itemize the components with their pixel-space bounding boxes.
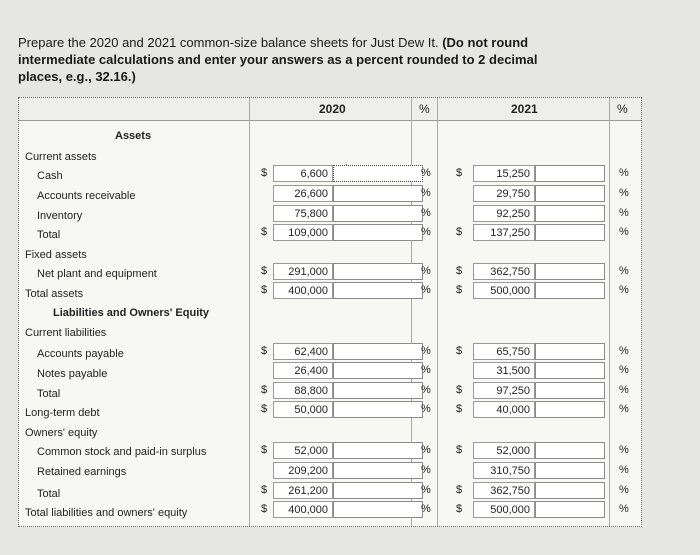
- value-2021-total-owners-equity: 362,750: [473, 482, 535, 499]
- pct-2021-net-plant-input[interactable]: [535, 263, 605, 280]
- pct-2021-retained-earnings-input[interactable]: [535, 462, 605, 479]
- percent-sign: %: [619, 464, 629, 476]
- value-2020-net-plant: 291,000: [273, 263, 333, 280]
- value-2020-notes-payable: 26,400: [273, 362, 333, 379]
- dollar-sign: $: [261, 503, 268, 515]
- dollar-sign: $: [456, 503, 463, 515]
- percent-sign: %: [619, 207, 629, 219]
- col-divider: [609, 98, 610, 526]
- total-current-assets-label: Total: [37, 229, 61, 241]
- pct-2021-accounts-receivable-input[interactable]: [535, 185, 605, 202]
- dollar-sign: $: [261, 444, 268, 456]
- assets-heading: Assets: [115, 130, 152, 142]
- value-2020-total-owners-equity: 261,200: [273, 482, 333, 499]
- value-2020-retained-earnings: 209,200: [273, 462, 333, 479]
- owners-equity-label: Owners' equity: [25, 427, 98, 439]
- pct-2020-accounts-receivable-input[interactable]: [333, 185, 423, 202]
- dollar-sign: $: [456, 265, 463, 277]
- value-2020-long-term-debt: 50,000: [273, 401, 333, 418]
- dollar-sign: $: [456, 345, 463, 357]
- col-divider: [437, 98, 438, 526]
- percent-sign: %: [619, 265, 629, 277]
- cash-label: Cash: [37, 170, 63, 182]
- value-2021-common-stock: 52,000: [473, 442, 535, 459]
- pct-2020-total-owners-equity-input[interactable]: [333, 482, 423, 499]
- pct-2020-notes-payable-input[interactable]: [333, 362, 423, 379]
- pct-2021-total-assets-input[interactable]: [535, 282, 605, 299]
- percent-sign: %: [421, 226, 431, 238]
- percent-sign: %: [421, 384, 431, 396]
- year-2021-header: 2021: [511, 102, 538, 116]
- pct-2021-accounts-payable-input[interactable]: [535, 343, 605, 360]
- dollar-sign: $: [456, 444, 463, 456]
- pct-2020-total-current-liabilities-input[interactable]: [333, 382, 423, 399]
- percent-sign: %: [619, 403, 629, 415]
- percent-sign: %: [619, 503, 629, 515]
- percent-sign: %: [619, 187, 629, 199]
- accounts-payable-label: Accounts payable: [37, 348, 124, 360]
- pct-2021-notes-payable-input[interactable]: [535, 362, 605, 379]
- dollar-sign: $: [456, 484, 463, 496]
- value-2021-total-current-liabilities: 97,250: [473, 382, 535, 399]
- pct-2020-total-current-assets-input[interactable]: [333, 224, 423, 241]
- percent-sign: %: [421, 265, 431, 277]
- long-term-debt-label: Long-term debt: [25, 407, 100, 419]
- pct-2021-total-owners-equity-input[interactable]: [535, 482, 605, 499]
- dollar-sign: $: [456, 284, 463, 296]
- notes-payable-label: Notes payable: [37, 368, 108, 380]
- value-2021-long-term-debt: 40,000: [473, 401, 535, 418]
- col-divider: [249, 98, 250, 526]
- pct-2020-inventory-input[interactable]: [333, 205, 423, 222]
- percent-sign: %: [421, 167, 431, 179]
- year-2020-header: 2020: [319, 102, 346, 116]
- pct-2020-accounts-payable-input[interactable]: [333, 343, 423, 360]
- value-2020-accounts-receivable: 26,600: [273, 185, 333, 202]
- total-current-liabilities-label: Total: [37, 388, 61, 400]
- balance-sheet-table: [18, 97, 642, 527]
- pct-2021-total-current-liabilities-input[interactable]: [535, 382, 605, 399]
- dollar-sign: $: [261, 403, 268, 415]
- dollar-sign: $: [456, 226, 463, 238]
- value-2021-total-liabilities-equity: 500,000: [473, 501, 535, 518]
- prompt-text: Prepare the 2020 and 2021 common-size balance sheets for Just Dew It.: [18, 35, 443, 50]
- percent-sign: %: [619, 444, 629, 456]
- total-liabilities-equity-label: Total liabilities and owners' equity: [25, 507, 188, 519]
- pct-2021-total-current-assets-input[interactable]: [535, 224, 605, 241]
- inventory-label: Inventory: [37, 210, 83, 222]
- percent-sign: %: [619, 284, 629, 296]
- pct-2020-header: %: [419, 102, 430, 116]
- percent-sign: %: [421, 484, 431, 496]
- percent-sign: %: [619, 345, 629, 357]
- percent-sign: %: [421, 444, 431, 456]
- value-2021-total-current-assets: 137,250: [473, 224, 535, 241]
- pct-2020-net-plant-input[interactable]: [333, 263, 423, 280]
- percent-sign: %: [619, 167, 629, 179]
- percent-sign: %: [421, 464, 431, 476]
- percent-sign: %: [421, 187, 431, 199]
- percent-sign: %: [421, 345, 431, 357]
- value-2021-total-assets: 500,000: [473, 282, 535, 299]
- dollar-sign: $: [261, 167, 268, 179]
- dollar-sign: $: [261, 484, 268, 496]
- pct-2020-total-assets-input[interactable]: [333, 282, 423, 299]
- percent-sign: %: [619, 484, 629, 496]
- pct-2021-long-term-debt-input[interactable]: [535, 401, 605, 418]
- value-2021-inventory: 92,250: [473, 205, 535, 222]
- dollar-sign: $: [261, 345, 268, 357]
- accounts-receivable-label: Accounts receivable: [37, 190, 136, 202]
- value-2021-retained-earnings: 310,750: [473, 462, 535, 479]
- value-2020-total-current-assets: 109,000: [273, 224, 333, 241]
- value-2020-accounts-payable: 62,400: [273, 343, 333, 360]
- net-plant-label: Net plant and equipment: [37, 268, 157, 280]
- dollar-sign: $: [456, 167, 463, 179]
- pct-2020-common-stock-input[interactable]: [333, 442, 423, 459]
- liabilities-equity-heading: Liabilities and Owners' Equity: [53, 307, 210, 319]
- fixed-assets-label: Fixed assets: [25, 249, 87, 261]
- pct-2020-long-term-debt-input[interactable]: [333, 401, 423, 418]
- current-assets-label: Current assets: [25, 151, 97, 163]
- percent-sign: %: [421, 284, 431, 296]
- pct-2020-retained-earnings-input[interactable]: [333, 462, 423, 479]
- dollar-sign: $: [456, 403, 463, 415]
- pct-2021-common-stock-input[interactable]: [535, 442, 605, 459]
- value-2021-accounts-payable: 65,750: [473, 343, 535, 360]
- pct-2021-inventory-input[interactable]: [535, 205, 605, 222]
- dollar-sign: $: [261, 226, 268, 238]
- value-2020-total-liabilities-equity: 400,000: [273, 501, 333, 518]
- value-2021-cash: 15,250: [473, 165, 535, 182]
- percent-sign: %: [619, 226, 629, 238]
- value-2020-inventory: 75,800: [273, 205, 333, 222]
- total-assets-label: Total assets: [25, 288, 84, 300]
- question-prompt: [18, 34, 578, 85]
- pct-2021-cash-input[interactable]: [535, 165, 605, 182]
- common-stock-label: Common stock and paid-in surplus: [37, 446, 207, 458]
- value-2020-cash: 6,600: [273, 165, 333, 182]
- dollar-sign: $: [456, 384, 463, 396]
- value-2020-total-assets: 400,000: [273, 282, 333, 299]
- value-2021-net-plant: 362,750: [473, 263, 535, 280]
- dollar-sign: $: [261, 384, 268, 396]
- value-2021-notes-payable: 31,500: [473, 362, 535, 379]
- percent-sign: %: [619, 384, 629, 396]
- pct-2021-header: %: [617, 102, 628, 116]
- percent-sign: %: [619, 364, 629, 376]
- pct-2021-total-liabilities-equity-input[interactable]: [535, 501, 605, 518]
- dollar-sign: $: [261, 265, 268, 277]
- total-owners-equity-label: Total: [37, 488, 61, 500]
- value-2020-total-current-liabilities: 88,800: [273, 382, 333, 399]
- pct-2020-total-liabilities-equity-input[interactable]: [333, 501, 423, 518]
- prompt-instructions: (Do not round intermediate calculations and enter your answers as a percent rounded to 2 decimal places, e.g., 32.16.): [18, 35, 538, 84]
- percent-sign: %: [421, 503, 431, 515]
- current-liabilities-label: Current liabilities: [25, 327, 107, 339]
- value-2020-common-stock: 52,000: [273, 442, 333, 459]
- retained-earnings-label: Retained earnings: [37, 466, 127, 478]
- dollar-sign: $: [261, 284, 268, 296]
- pct-2020-cash-input[interactable]: [333, 165, 423, 182]
- value-2021-accounts-receivable: 29,750: [473, 185, 535, 202]
- percent-sign: %: [421, 364, 431, 376]
- percent-sign: %: [421, 403, 431, 415]
- percent-sign: %: [421, 207, 431, 219]
